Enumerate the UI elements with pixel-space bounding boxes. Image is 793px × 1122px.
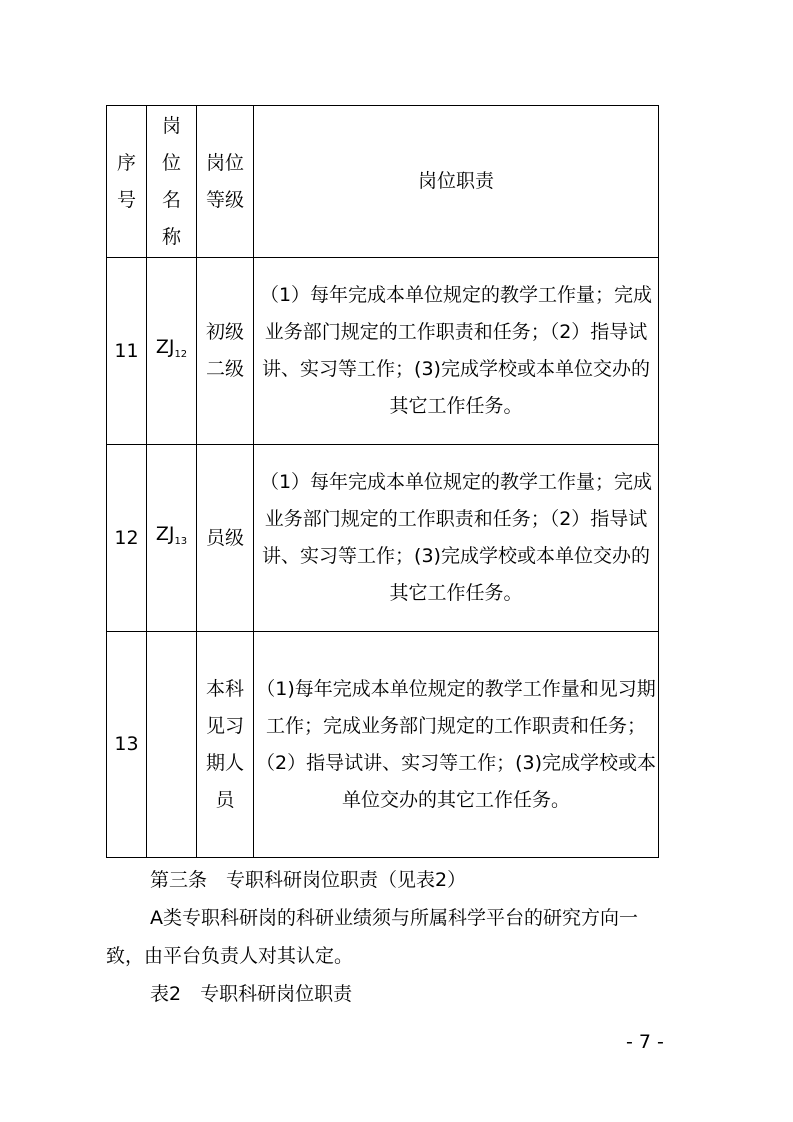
header-seq: 序号: [107, 106, 147, 258]
row-duties: （1）每年完成本单位规定的教学工作量；完成业务部门规定的工作职责和任务；（2）指导试讲、实习等工作；(3)完成学校或本单位交办的其它工作任务。: [254, 258, 659, 445]
row-duties: （1)每年完成本单位规定的教学工作量和见习期工作；完成业务部门规定的工作职责和任务；（2）指导试讲、实习等工作；(3)完成学校或本单位交办的其它工作任务。: [254, 632, 659, 858]
page-number: - 7 -: [626, 1031, 664, 1053]
row-post-level: 员级: [197, 445, 254, 632]
article-3-heading: 第三条 专职科研岗位职责（见表2）: [150, 869, 467, 891]
row-duties: （1）每年完成本单位规定的教学工作量；完成业务部门规定的工作职责和任务；（2）指导试讲、实习等工作；(3)完成学校或本单位交办的其它工作任务。: [254, 445, 659, 632]
table-header-row: [107, 106, 659, 258]
row-post-code: [147, 632, 197, 858]
row-post-code: $ZJ_{12}$: [147, 258, 197, 445]
row-post-level: 本科见习期人员: [197, 632, 254, 858]
row-seq: 11: [107, 258, 147, 445]
table2-caption: 表2 专职科研岗位职责: [150, 983, 353, 1005]
paragraph-a-line2: 致，由平台负责人对其认定。: [106, 945, 354, 967]
row-post-code: $ZJ_{13}$: [147, 445, 197, 632]
duty-table: [106, 105, 659, 858]
header-post-level: 岗位等级: [197, 106, 254, 258]
table-row: [107, 445, 659, 632]
row-post-level: 初级二级: [197, 258, 254, 445]
table-row: [107, 258, 659, 445]
row-seq: 13: [107, 632, 147, 858]
row-seq: 12: [107, 445, 147, 632]
header-post-name: 岗位名称: [147, 106, 197, 258]
paragraph-a-line1: A类专职科研岗的科研业绩须与所属科学平台的研究方向一: [150, 907, 638, 929]
header-duties: 岗位职责: [254, 106, 659, 258]
table-row: [107, 632, 659, 858]
